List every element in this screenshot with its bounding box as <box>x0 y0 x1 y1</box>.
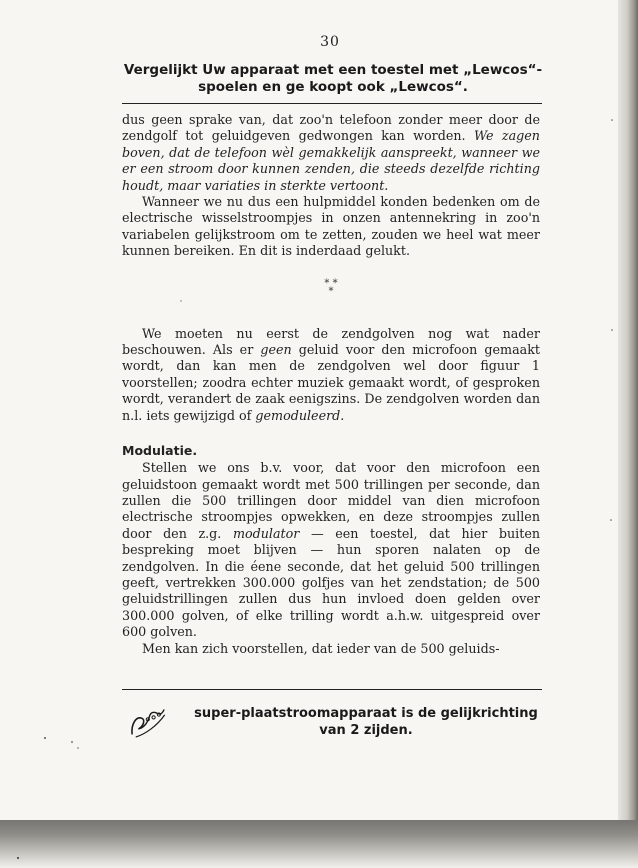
paragraph-4-italic: modulator <box>232 525 300 541</box>
section-heading: Modulatie. <box>122 443 198 459</box>
footer-line-2: van 2 zijden. <box>319 723 413 738</box>
paragraph-3-italic-2: gemoduleerd. <box>255 407 345 423</box>
paragraph-3-text-a: We moeten nu eerst de zendgolven nog wat nader beschouwen. Als er <box>122 325 540 358</box>
page-number: 30 <box>320 34 340 50</box>
paragraph-4-text-b: — een toestel, dat hier buiten bespreking moet blijven — hun sporen nalaten op de zendgolven. In die éene seconde, dat het geluid 500 trillingen geeft, vertrekken 300.000 golfjes van het zendstation; de 500 geluidstrillingen zullen dus hun invloed doen gelden over 300.000 golven, of elke trilling wordt a.h.w. uitgespreid over 600 golven. <box>122 525 540 640</box>
paragraph-3-text-b: geluid voor den microfoon gemaakt wordt, dan kan men de zendgolven wel door figuur 1 voorstellen; zoodra echter muziek gemaakt wordt, of gesproken wordt, verandert de zaak eenigszins. De zendgolven worden dan n.l. iets gewijzigd of <box>122 342 540 423</box>
paragraph-1-text: dus geen sprake van, dat zoo'n telefoon zonder meer door de zendgolf tot geluidgeven gedwongen kan worden. <box>122 112 540 144</box>
paragraph-4-text-a: Stellen we ons b.v. voor, dat voor den microfoon een geluidstoon gemaakt wordt met 500 trillingen per seconde, dan zullen die 500 trillingen door middel van dien microfoon electrische stroompjes opwekken, en deze stroompjes zullen door den z.g. <box>122 460 540 541</box>
stars-bottom: * <box>328 285 334 297</box>
paragraph-5: Men kan zich voorstellen, dat ieder van de 500 geluids- <box>142 640 500 656</box>
paragraph-1-italic: We zagen boven, dat de telefoon wèl gemakkelijk aanspreekt, wanneer we er een stroom door kunnen zenden, die steeds dezelfde richting houdt, maar variaties in sterkte vertoont. <box>122 128 540 193</box>
paragraph-2: Wanneer we nu dus een hulpmiddel konden bedenken om de electrische wisselstroompjes in onzen antennekring in zoo'n variabelen gelijkstroom om te zetten, zouden we heel wat meer kunnen bereiken. En dit is inderdaad gelukt. <box>122 194 540 259</box>
stars-top: * * <box>324 277 338 289</box>
header-line-1: Vergelijkt Uw apparaat met een toestel met „Lewcos“- <box>123 62 543 78</box>
footer-line-1: super-plaatstroomapparaat is de gelijkrichting <box>194 706 538 721</box>
header-line-2: spoelen en ge koopt ook „Lewcos“. <box>198 79 468 95</box>
paragraph-3-italic-1: geen <box>260 342 292 358</box>
